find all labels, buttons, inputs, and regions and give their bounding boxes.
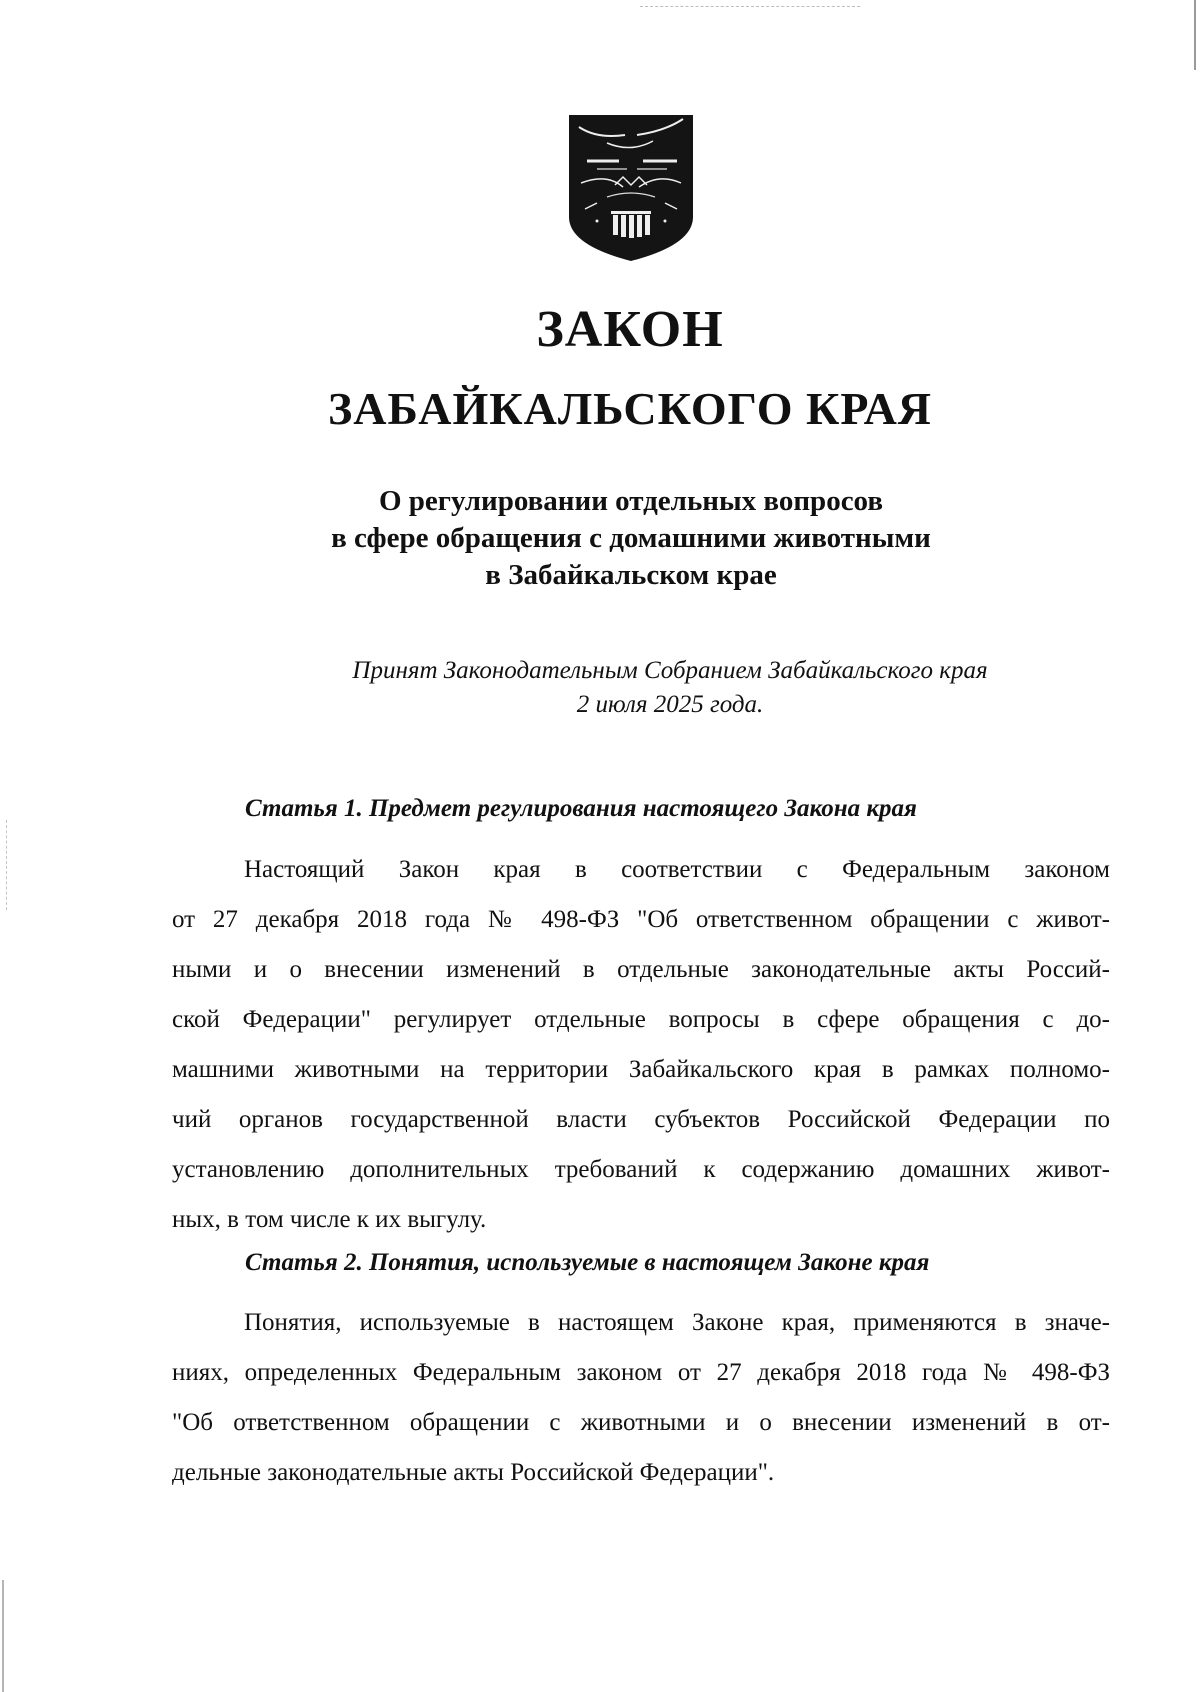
text-line: установлению дополнительных требований к содержанию домашних живот- xyxy=(172,1156,1110,1183)
scan-artifact xyxy=(1194,0,1196,70)
adoption-line: Принят Законодательным Собранием Забайкальского края xyxy=(352,657,988,684)
document-subtitle xyxy=(0,483,1200,594)
subtitle-line: в сфере обращения с домашними животными xyxy=(331,522,931,554)
scan-artifact xyxy=(2,1580,4,1692)
article-1-heading: Статья 1. Предмет регулирования настоящего Закона края xyxy=(245,795,917,822)
subtitle-line: О регулировании отдельных вопросов xyxy=(378,485,884,517)
text-line: чий органов государственной власти субъектов Российской Федерации по xyxy=(172,1106,1110,1133)
article-2-body xyxy=(172,1298,1110,1498)
text-line: от 27 декабря 2018 года № 498-ФЗ "Об ответственном обращении с живот- xyxy=(172,906,1110,933)
scan-artifact xyxy=(640,6,860,7)
adoption-note xyxy=(300,654,1040,722)
adoption-date: 2 июля 2025 года. xyxy=(576,691,764,718)
text-line: машними животными на территории Забайкальского края в рамках полномо- xyxy=(172,1056,1110,1083)
text-line: Понятия, используемые в настоящем Законе края, применяются в значе- xyxy=(244,1309,1110,1336)
article-1-body xyxy=(172,845,1110,1245)
text-line: дельные законодательные акты Российской Федерации". xyxy=(172,1459,775,1486)
subtitle-line: в Забайкальском крае xyxy=(485,559,777,591)
document-title: ЗАКОН xyxy=(536,301,724,358)
text-line: Настоящий Закон края в соответствии с Федеральным законом xyxy=(244,856,1110,883)
text-line: ных, в том числе к их выгулу. xyxy=(172,1206,487,1233)
text-line: ниях, определенных Федеральным законом от 27 декабря 2018 года № 498-ФЗ xyxy=(172,1359,1110,1386)
text-line: ской Федерации" регулирует отдельные вопросы в сфере обращения с до- xyxy=(172,1006,1110,1033)
document-title-region: ЗАБАЙКАЛЬСКОГО КРАЯ xyxy=(327,383,933,434)
coat-of-arms-icon xyxy=(567,113,695,263)
text-line: ными и о внесении изменений в отдельные законодательные акты Россий- xyxy=(172,956,1110,983)
text-line: "Об ответственном обращении с животными и о внесении изменений в от- xyxy=(172,1409,1110,1436)
article-2-heading: Статья 2. Понятия, используемые в настоящем Законе края xyxy=(245,1249,930,1276)
scan-artifact xyxy=(6,820,7,910)
